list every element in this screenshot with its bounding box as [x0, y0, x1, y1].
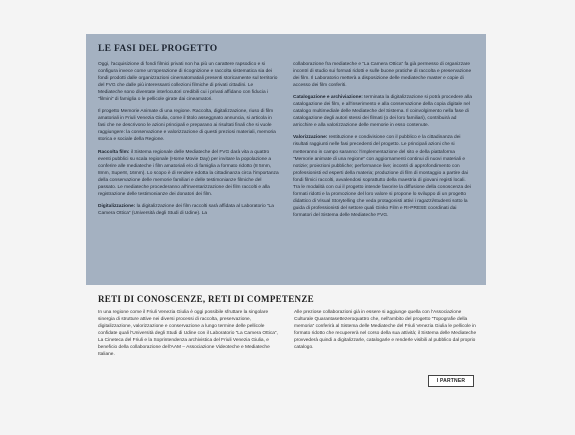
project-phases-panel — [86, 34, 486, 285]
networks-right-paragraph: Alle preziose collaborazioni già in essere si aggiunge quella con l'Associazione Culturale Quarantasettezeroquattro che, nell'ambito del progetto “Topografie della memoria” conferirà al Sistema delle Mediateche del Friuli Venezia Giulia le pellicole in formato ridotto che recupererà nel corso della sua attività; il Sistema delle Mediateche provvederà quindi a digitalizzarle, catalogarle e renderle visibili al pubblico dal proprio catalogo. — [294, 310, 477, 351]
phases-raccolta-paragraph: Raccolta film: il Sistema regionale delle Mediateche del FVG darà vita a quattro eventi pubblici su scala regionale (Home Movie Day) per invitare la popolazione a conferire alle mediateche i film amatoriali e/o di famiglia a formato ridotto (8 5mm, 8mm, Super8, 16mm). Lo scopo è di rendere edotta la cittadinanza circa l'importanza della conservazione delle memorie familiari e delle testimonianze filmiche del passato. Le mediateche procederanno all'inventarizzazione dei film raccolti e alla registrazione delle testimonianze dei donatori dei film. — [98, 149, 279, 197]
phases-project-paragraph: Il progetto Memorie Animate di una regione. Raccolta, digitalizzazione, riuso di film amatoriali in Friuli Venezia Giulia, come il titolo asseggnato annuncia, si articola in fasi che ne descrivono le azioni principali e preparano ai risultati finali che si vuole raggiungere: la conservazione e valorizzazione di questi preziosi materiali, memoria storica e sociale della Regione. — [98, 109, 276, 143]
phases-left-column — [98, 61, 279, 224]
partners-button[interactable]: I PARTNER — [428, 375, 474, 387]
phases-right-column — [293, 61, 474, 224]
phases-intro-paragraph: Oggi, l'acquisizione di fondi filmici privati non ha più un carattere rapsodico e si configura invece come un'operazione di ricognizione e raccolta sistematica sia dei fondi prodotti dalle organizzazioni cinematomatiali presenti storicamente sul territorio del FVG che dalle più interessanti collezioni filmiche di privati cittadini. Le Mediateche sono diventate interlocutori credibili cui i privati affidano con fiducia i “filmini” di famiglia o le pellicole girate dai cineamatori. — [98, 62, 278, 103]
networks-left-column — [98, 309, 282, 363]
project-phases-title: LE FASI DEL PROGETTO — [98, 44, 218, 54]
phases-collaborazione-paragraph: collaborazione fra mediateche e “La Camera Ottica” fa già permesso di organizzare incontri di studio sui formati ridotti e sulle buone pratiche di raccolta e preservazione dei film. Il Laboratorio metterà a disposizione delle mediateche master e copie di accesso dei film conferiti. — [293, 62, 472, 89]
phases-digitalizzazione-paragraph: Digitalizzazione: la digitalizzazione dei film raccolti sarà affidata al Laboratorio “La Camera Ottica” (Università degli Studi di Udine). La — [98, 203, 274, 216]
networks-title: RETI DI CONOSCENZE, RETI DI COMPETENZE — [98, 294, 314, 304]
phases-catalogazione-paragraph: Catalogazione e archiviazione: terminata la digitalizzazione si potrà procedere alla catalogazione dei film, e all'inserimento e alla conservazione della copia digitale nel catalogo multimediale delle Mediateche del Sistema. Il coinvolgimento nella fase di catalogazione degli autori stessi dei filmati (o dei loro familiari), contribuirà ad arricchire e alla valorizzazione delle memorie in esso contenute. — [293, 95, 472, 129]
phases-valorizzazione-paragraph: Valorizzazione: restituzione e condivisione con il pubblico e la cittadinanza dei risultati raggiunti nelle fasi precedenti del progetto. Le principali azioni che si metteranno in campo saranno: l'implementazione del sito e della piattaforma “Memorie animate di una regione” con aggiornamenti continui di nuovi materiali e notizie; proiezioni pubbliche; performance live; incontri di approfondimento con professionisti ed esperti della materia; produzione di film di montaggio a partire dai fondi filmici raccolti, avvalendosi soprattutto della maestria di giovani registi locali. Tra le modalità con cui il progetto intende favorire la diffusione della conoscenza dei formati ridotti e la promozione del loro valore si propone lo sviluppo di un progetto didattico di Visual Storytelling che veda protagonisti attivi i ragazzi/studenti sotto la guida di professionisti del settore quali Ginko Film e RI-PRESE coordinati dai formatori del Sistema delle Mediateche FVG. — [293, 135, 471, 218]
networks-right-column — [294, 309, 478, 363]
networks-left-paragraph: In una regione come il Friuli Venezia Giulia è oggi possibile sfruttare la singolare sinergia di strutture attive nei diversi processi di raccolta, preservazione, digitalizzazione, valorizzazione e conservazione a lungo termine delle pellicole confidate quali l'Università degli Studi di Udine con il Laboratorio “La Camera Ottica”, La Cineteca del Friuli e la Soprintendenza archivistica del Friuli Venezia Giulia, e beneficio della collaborazione dell'AAM – Associazione Videoteche e Mediateche Italiane. — [98, 310, 278, 358]
networks-section — [98, 309, 478, 363]
